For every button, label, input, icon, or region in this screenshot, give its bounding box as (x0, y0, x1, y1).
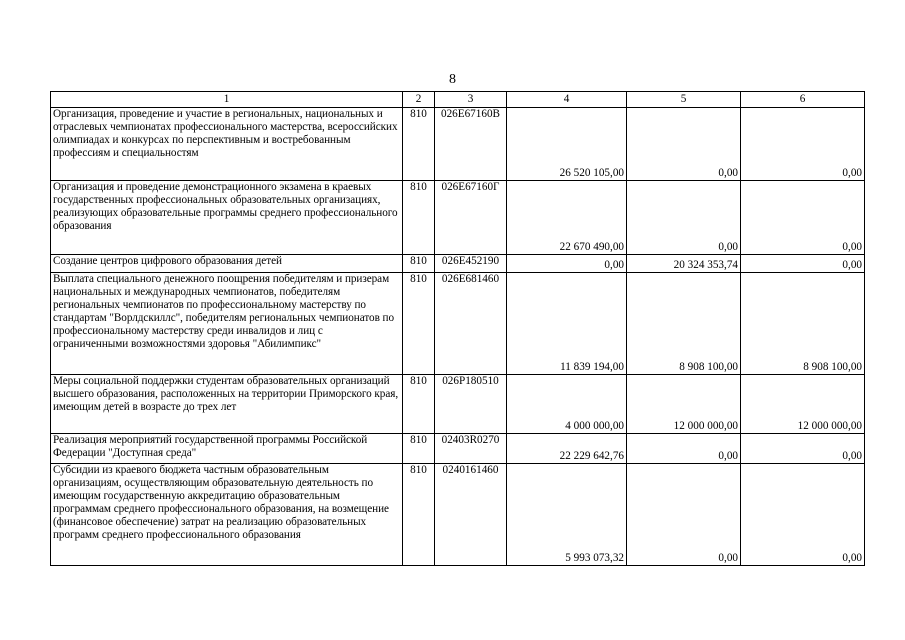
row-value-5: 8 908 100,00 (627, 273, 741, 375)
table-row (51, 273, 865, 375)
row-value-4: 22 670 490,00 (507, 181, 627, 255)
row-code: 810 (403, 375, 435, 434)
row-value-5: 0,00 (627, 434, 741, 464)
row-target: 026E67160Г (435, 181, 507, 255)
row-target: 02403R0270 (435, 434, 507, 464)
row-value-5: 12 000 000,00 (627, 375, 741, 434)
row-value-4: 11 839 194,00 (507, 273, 627, 375)
table-row (51, 434, 865, 464)
row-code: 810 (403, 108, 435, 181)
row-value-4: 4 000 000,00 (507, 375, 627, 434)
row-code: 810 (403, 255, 435, 273)
row-value-6: 0,00 (741, 181, 865, 255)
row-value-6: 0,00 (741, 255, 865, 273)
row-name: Меры социальной поддержки студентам образовательных организаций высшего образования, расположенных на территории Приморского края, имеющим детей в возрасте до трех лет (51, 375, 403, 434)
row-name: Выплата специального денежного поощрения победителям и призерам национальных и международных чемпионатов, победителям региональных чемпионатов по профессиональному мастерству по стандартам "Ворлдскиллс", победителям региональных чемпионатов по профессиональному мастерству среди инвалидов и лиц с ограниченными возможностями здоровья "Абилимпикс" (51, 273, 403, 375)
column-header-4: 4 (507, 92, 627, 108)
column-header-6: 6 (741, 92, 865, 108)
row-value-6: 12 000 000,00 (741, 375, 865, 434)
table-row (51, 181, 865, 255)
row-value-4: 5 993 073,32 (507, 464, 627, 566)
budget-table (50, 91, 865, 566)
row-target: 026E681460 (435, 273, 507, 375)
table-row (51, 255, 865, 273)
column-header-3: 3 (435, 92, 507, 108)
row-target: 026P180510 (435, 375, 507, 434)
table-row (51, 375, 865, 434)
page-number: 8 (449, 72, 456, 87)
column-header-5: 5 (627, 92, 741, 108)
row-value-5: 0,00 (627, 181, 741, 255)
row-value-5: 0,00 (627, 108, 741, 181)
row-code: 810 (403, 181, 435, 255)
row-target: 026E67160B (435, 108, 507, 181)
row-code: 810 (403, 434, 435, 464)
row-code: 810 (403, 464, 435, 566)
row-value-4: 0,00 (507, 255, 627, 273)
header-row (51, 92, 865, 108)
column-header-1: 1 (51, 92, 403, 108)
row-name: Создание центров цифрового образования детей (51, 255, 403, 273)
row-value-6: 0,00 (741, 108, 865, 181)
row-value-6: 0,00 (741, 434, 865, 464)
row-value-6: 8 908 100,00 (741, 273, 865, 375)
row-value-4: 26 520 105,00 (507, 108, 627, 181)
row-name: Организация и проведение демонстрационного экзамена в краевых государственных профессиональных образовательных организациях, реализующих образовательные программы среднего профессионального образования (51, 181, 403, 255)
row-value-4: 22 229 642,76 (507, 434, 627, 464)
row-name: Субсидии из краевого бюджета частным образовательным организациям, осуществляющим образовательную деятельность по имеющим государственную аккредитацию образовательным программам среднего профессионального образования, на возмещение (финансовое обеспечение) затрат на реализацию образовательных программ среднего профессионального образования (51, 464, 403, 566)
row-value-5: 0,00 (627, 464, 741, 566)
table-row (51, 108, 865, 181)
row-value-6: 0,00 (741, 464, 865, 566)
row-target: 0240161460 (435, 464, 507, 566)
row-name: Реализация мероприятий государственной программы Российской Федерации "Доступная среда" (51, 434, 403, 464)
row-target: 026E452190 (435, 255, 507, 273)
row-name: Организация, проведение и участие в региональных, национальных и отраслевых чемпионатах профессионального мастерства, всероссийских олимпиадах и конкурсах по перспективным и востребованным профессиям и специальностям (51, 108, 403, 181)
row-value-5: 20 324 353,74 (627, 255, 741, 273)
column-header-2: 2 (403, 92, 435, 108)
row-code: 810 (403, 273, 435, 375)
table-row (51, 464, 865, 566)
